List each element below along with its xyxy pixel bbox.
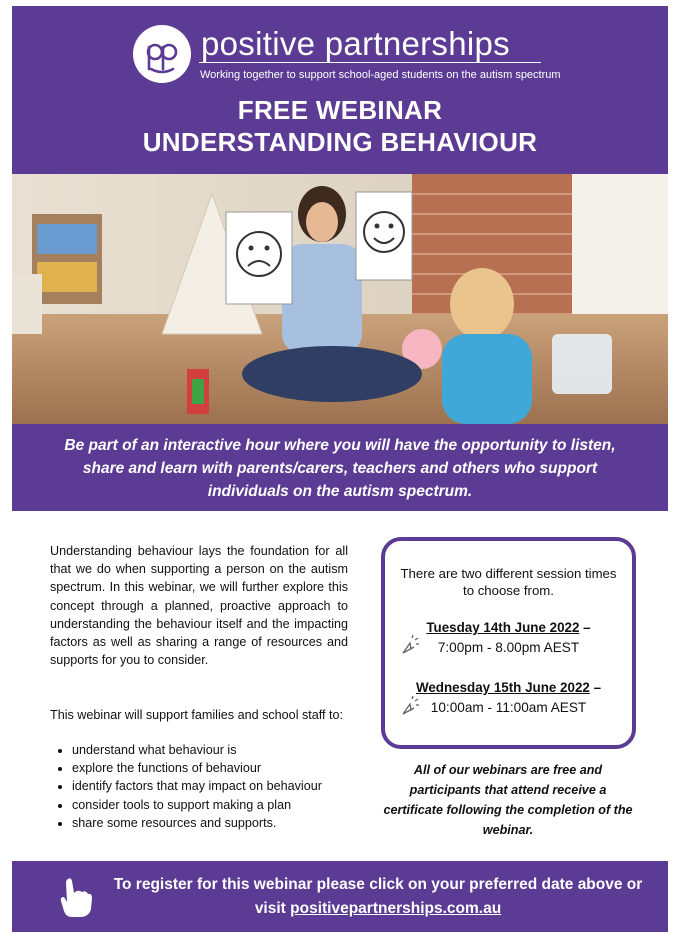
brand-name: positive partnerships [201,25,510,62]
brand-tagline: Working together to support school-aged students on the autism spectrum [200,69,561,81]
session-date-label[interactable]: Tuesday 14th June 2022 [426,620,580,635]
list-item: • consider tools to support making a plan [72,796,392,814]
pointing-hand-icon [58,875,94,919]
list-item: • share some resources and supports. [72,814,392,832]
sessions-intro: There are two different session times to choose from. [400,566,617,598]
brand-divider [199,62,541,63]
register-text [98,873,658,921]
intro-banner [12,424,668,511]
intro-paragraph: Understanding behaviour lays the foundation for all that we do when supporting a person on the autism spectrum. In this webinar, we will further explore this concept through a planned, proactive approach to understanding the behaviour itself and the impacting factors as well as sharing a range of resources and supports for you to consider. [50,544,348,668]
session-date-tuesday[interactable] [385,620,632,635]
session-date-wednesday[interactable] [385,680,632,695]
register-footer [12,861,668,932]
session-dash: – [593,680,602,695]
hero-photo [12,174,668,424]
page-title-line1: FREE WEBINAR [237,95,443,125]
list-item: • explore the functions of behaviour [72,759,392,777]
support-list [50,741,392,832]
pp-logo [133,25,191,83]
list-item: • understand what behaviour is [72,741,392,759]
list-item: • identify factors that may impact on behaviour [72,777,392,795]
session-dash: – [583,620,591,635]
support-lead: This webinar will support families and school staff to: [50,708,344,722]
session-time-wednesday: 10:00am - 11:00am AEST [430,700,587,715]
certificate-note: All of our webinars are free and participants that attend receive a certificate following the completion of the webinar. [383,763,633,837]
session-date-label[interactable]: Wednesday 15th June 2022 [415,680,590,695]
sessions-box [381,537,636,749]
page-title-line2: UNDERSTANDING BEHAVIOUR [142,127,538,157]
session-time-tuesday: 7:00pm - 8.00pm AEST [437,640,580,655]
header-banner [12,6,668,174]
banner-text: Be part of an interactive hour where you will have the opportunity to listen, share and learn with parents/carers, teachers and others who support individuals on the autism spectrum. [64,437,616,500]
register-instruction: To register for this webinar please click on your preferred date above or visit [113,876,643,917]
website-link[interactable]: positivepartnerships.com.au [290,900,502,917]
